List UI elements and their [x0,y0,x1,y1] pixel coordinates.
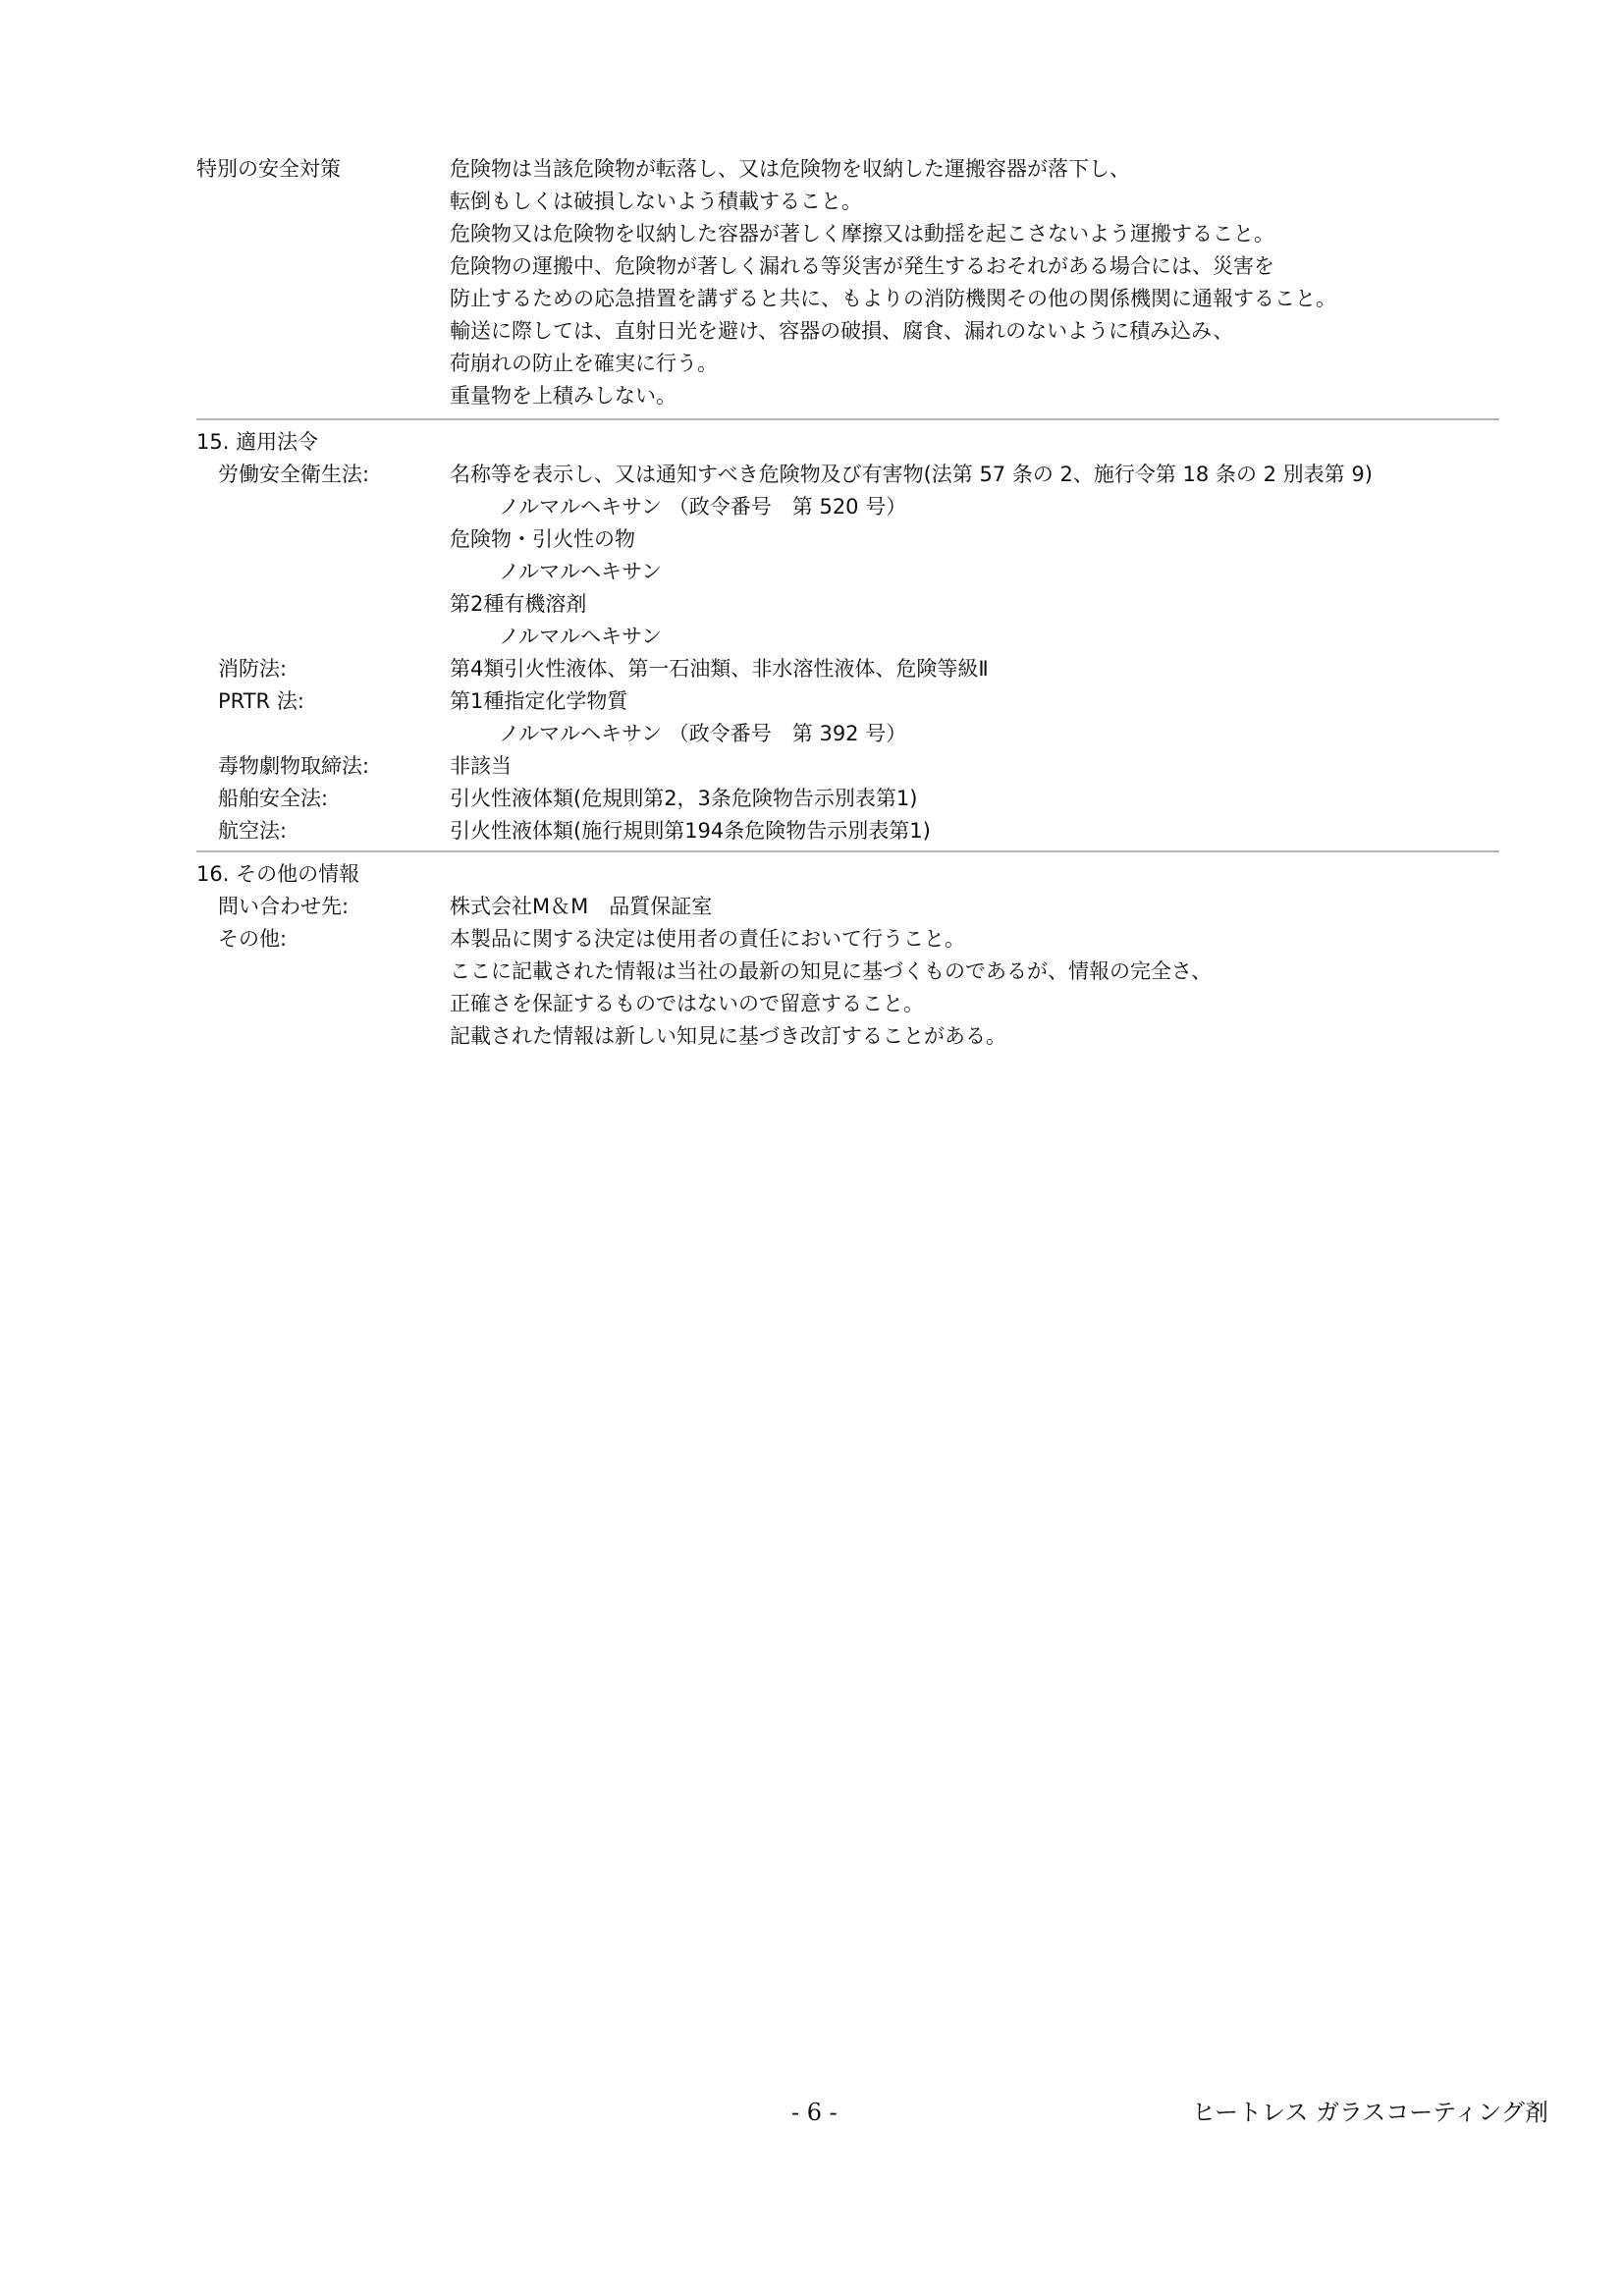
air-law-value: 引火性液体類(施行規則第194条危険物告示別表第1) [450,819,931,843]
special-safety-line: 輸送に際しては、直射日光を避け、容器の破損、腐食、漏れのないように積み込み、 [450,319,1234,343]
other-value: 記載された情報は新しい知見に基づき改訂することがある。 [450,1024,1006,1048]
fire-law-value: 第4類引火性液体、第一石油類、非水溶性液体、危険等級Ⅱ [450,657,989,681]
labor-law-value: 名称等を表示し、又は通知すべき危険物及び有害物(法第 57 条の 2、施行令第 18 条の 2 別表第 9) [450,463,1373,486]
prtr-law-label: PRTR 法: [218,689,304,713]
air-law-label: 航空法: [218,819,288,843]
special-safety-line: 荷崩れの防止を確実に行う。 [450,352,718,375]
special-safety-line: 危険物は当該危険物が転落し、又は危険物を収納した運搬容器が落下し、 [450,157,1130,181]
section-divider [196,850,1499,852]
section-divider [196,418,1499,420]
labor-law-label: 労働安全衛生法: [218,463,370,486]
labor-law-value: ノルマルヘキサン （政令番号 第 520 号） [499,495,907,519]
product-name: ヒートレス ガラスコーティング剤 [1192,2099,1548,2126]
special-safety-label: 特別の安全対策 [196,157,341,181]
page-number: - 6 - [791,2099,838,2126]
section-16-heading: 16. その他の情報 [196,862,360,886]
labor-law-value: ノルマルヘキサン [499,625,663,648]
poison-law-value: 非該当 [450,754,512,778]
other-value: ここに記載された情報は当社の最新の知見に基づくものであるが、情報の完全さ、 [450,959,1213,983]
poison-law-label: 毒物劇物取締法: [218,754,370,778]
other-value: 正確さを保証するものではないので留意すること。 [450,992,924,1015]
labor-law-value: 第2種有機溶剤 [450,592,587,616]
ship-law-value: 引火性液体類(危規則第2，3条危険物告示別表第1) [450,787,918,810]
labor-law-value: 危険物・引火性の物 [450,527,635,551]
other-value: 本製品に関する決定は使用者の責任において行うこと。 [450,927,965,951]
special-safety-line: 重量物を上積みしない。 [450,384,676,408]
special-safety-line: 防止するための応急措置を講ずると共に、もよりの消防機関その他の関係機関に通報すること。 [450,287,1336,310]
ship-law-label: 船舶安全法: [218,787,329,810]
special-safety-line: 転倒もしくは破損しないよう積載すること。 [450,190,862,213]
section-15-heading: 15. 適用法令 [196,430,319,454]
special-safety-line: 危険物又は危険物を収納した容器が著しく摩擦又は動揺を起こさないよう運搬すること。 [450,222,1274,246]
special-safety-line: 危険物の運搬中、危険物が著しく漏れる等災害が発生するおそれがある場合には、災害を [450,254,1274,278]
contact-label: 問い合わせ先: [218,895,350,918]
labor-law-value: ノルマルヘキサン [499,560,663,583]
contact-value: 株式会社M＆M 品質保証室 [450,895,713,918]
prtr-law-value: ノルマルヘキサン （政令番号 第 392 号） [499,722,907,745]
other-label: その他: [218,927,288,951]
prtr-law-value: 第1種指定化学物質 [450,689,628,713]
fire-law-label: 消防法: [218,657,288,681]
